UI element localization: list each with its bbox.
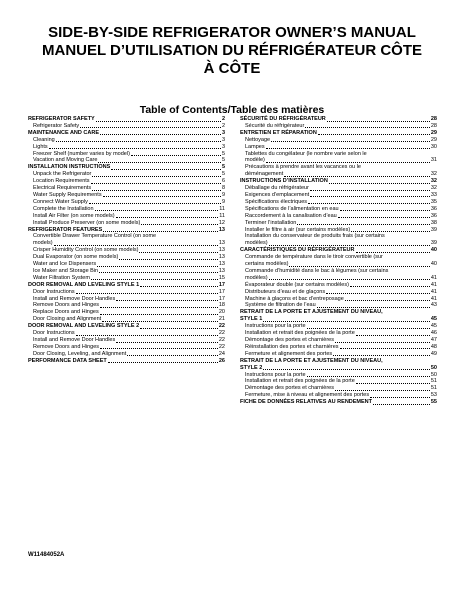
toc-entry[interactable] (240, 144, 437, 151)
toc-entry[interactable] (28, 254, 225, 261)
toc-section-entry[interactable] (240, 358, 437, 372)
toc-page-number: 9 (221, 198, 225, 205)
dot-leader (89, 203, 221, 204)
toc-section-entry[interactable] (28, 282, 225, 289)
toc-entry[interactable] (28, 268, 225, 275)
dot-leader (373, 404, 430, 405)
dot-leader (131, 155, 221, 156)
toc-entry[interactable] (28, 296, 225, 303)
toc-entry[interactable] (240, 372, 437, 379)
dot-leader (91, 183, 221, 184)
toc-page-number: 32 (430, 178, 437, 185)
toc-entry-label: PERFORMANCE DATA SHEET (28, 357, 107, 364)
toc-entry[interactable] (28, 151, 225, 158)
toc-entry-label: Exigences d’emplacement (245, 191, 310, 198)
toc-page-number: 31 (430, 157, 437, 164)
toc-entry[interactable] (240, 337, 437, 344)
toc-entry-label: MAINTENANCE AND CARE (28, 129, 99, 136)
toc-entry-label: REFRIGERATOR SAFETY (28, 116, 95, 122)
dot-leader (326, 293, 430, 294)
toc-section-entry[interactable] (240, 247, 437, 254)
dot-leader (100, 348, 218, 349)
toc-entry-label: Lights (33, 143, 48, 150)
toc-page-number: 8 (221, 185, 225, 192)
toc-page-number: 30 (430, 143, 437, 150)
toc-page-number: 17 (218, 295, 225, 302)
dot-leader (54, 245, 218, 246)
dot-leader (92, 176, 221, 177)
toc-page-number: 22 (218, 330, 225, 337)
dot-leader (76, 293, 218, 294)
dot-leader (338, 217, 430, 218)
dot-leader (95, 210, 219, 211)
toc-entry-label: ENTRETIEN ET RÉPARATION (240, 129, 317, 136)
toc-entry-label-continued: déménagement (245, 171, 284, 178)
toc-entry-label: Distributeurs d’eau et de glaçons (245, 288, 326, 295)
toc-page-number: 5 (221, 157, 225, 164)
toc-page-number: 13 (218, 226, 225, 233)
toc-entry[interactable] (240, 344, 437, 351)
dot-leader (289, 266, 429, 267)
toc-entry-label: CARACTÉRISTIQUES DU RÉFRIGÉRATEUR (240, 247, 355, 254)
toc-entry-label: Lampes (245, 143, 265, 150)
toc-entry-label: DOOR REMOVAL AND LEVELING STYLE 1 (28, 281, 140, 288)
dot-leader (111, 169, 221, 170)
dot-leader (91, 279, 218, 280)
toc-page-number: 29 (430, 129, 437, 136)
dot-leader (310, 196, 430, 197)
toc-entry-label: Remove Doors and Hinges (33, 343, 100, 350)
dot-leader (97, 266, 218, 267)
toc-page-number: 49 (430, 350, 437, 357)
toc-entry-label: Install Produce Preserver (on some models) (33, 219, 141, 226)
toc-page-number: 17 (218, 281, 225, 288)
dot-leader (318, 134, 430, 135)
toc-entry-label: Replace Doors and Hinges (33, 309, 99, 316)
toc-entry-label: Remove Doors and Hinges (33, 302, 100, 309)
toc-entry-label: INSTALLATION INSTRUCTIONS (28, 164, 111, 171)
dot-leader (140, 328, 218, 329)
toc-entry[interactable] (28, 233, 225, 247)
toc-page-number: 55 (430, 399, 437, 406)
toc-page-number: 13 (218, 240, 225, 247)
toc-entry-label: Door Closing, Leveling, and Alignment (33, 350, 127, 357)
dot-leader (350, 286, 430, 287)
toc-entry-label: Installer le filtre à air (sur certains modèles) (245, 226, 351, 233)
toc-entry-label-continued: modèles) (245, 240, 268, 247)
toc-column-english (28, 116, 225, 365)
dot-leader (263, 369, 430, 370)
toc-page-number: 28 (430, 116, 437, 122)
toc-page-number: 13 (218, 267, 225, 274)
toc-page-number: 36 (430, 205, 437, 212)
toc-entry[interactable] (28, 220, 225, 227)
dot-leader (56, 141, 221, 142)
document-code: W11484052A (28, 552, 65, 558)
dot-leader (340, 348, 430, 349)
toc-entry-label: Vacation and Moving Care (33, 157, 98, 164)
toc-page-number: 46 (430, 330, 437, 337)
toc-section-entry[interactable] (28, 323, 225, 330)
toc-entry-label: Complete the Installation (33, 205, 94, 212)
toc-page-number: 41 (430, 295, 437, 302)
toc-entry[interactable] (28, 213, 225, 220)
toc-entry-label: Dual Evaporator (on some models) (33, 254, 119, 261)
toc-entry-label: Water and Ice Dispensers (33, 261, 97, 268)
dot-leader (49, 148, 221, 149)
toc-entry-label: Spécifications de l’alimentation en eau (245, 205, 339, 212)
toc-entry-label: RETRAIT DE LA PORTE ET AJUSTEMENT DU NIVEAU, (240, 357, 383, 364)
toc-entry[interactable] (28, 316, 225, 323)
toc-entry[interactable] (28, 185, 225, 192)
toc-entry-label: Installation du conservateur de produits frais (sur certains (245, 233, 385, 240)
toc-page-number: 3 (221, 136, 225, 143)
toc-page-number: 12 (218, 219, 225, 226)
toc-section-entry[interactable] (28, 164, 225, 171)
dot-leader (99, 272, 218, 273)
toc-page-number: 29 (430, 136, 437, 143)
toc-entry-label: Freezer Shelf (number varies by model) (33, 150, 130, 157)
toc-entry[interactable] (28, 275, 225, 282)
toc-entry[interactable] (240, 213, 437, 220)
toc-entry-label: Déballage du réfrigérateur (245, 185, 309, 192)
toc-entry-label: Nettoyage (245, 136, 271, 143)
toc-entry[interactable] (240, 151, 437, 165)
toc-section-entry[interactable] (28, 116, 225, 123)
toc-page-number: 2 (221, 116, 225, 122)
toc-entry[interactable] (28, 309, 225, 316)
dot-leader (108, 362, 218, 363)
dot-leader (116, 300, 218, 301)
toc-page-number: 51 (430, 378, 437, 385)
toc-page-number: 48 (430, 343, 437, 350)
toc-entry-label: Door Instructions (33, 330, 75, 337)
dot-leader (351, 231, 430, 232)
toc-page-number: 41 (430, 274, 437, 281)
toc-page-number: 45 (430, 316, 437, 323)
toc-page-number: 28 (430, 122, 437, 129)
toc-entry-label: Door Instructions (33, 288, 75, 295)
dot-leader (333, 355, 430, 356)
toc-section-entry[interactable] (28, 227, 225, 234)
toc-page-number: 33 (430, 191, 437, 198)
toc-entry[interactable] (28, 137, 225, 144)
toc-entry-label: Cleaning (33, 136, 55, 143)
toc-page-number: 11 (219, 212, 225, 219)
toc-entry-label: Crisper Humidity Control (on some models) (33, 247, 139, 254)
toc-entry[interactable] (240, 227, 437, 234)
toc-section-entry[interactable] (28, 130, 225, 137)
toc-entry[interactable] (240, 302, 437, 309)
toc-page-number: 41 (430, 288, 437, 295)
toc-entry-label: Install and Remove Door Handles (33, 337, 116, 343)
toc-entry[interactable] (28, 178, 225, 185)
toc-page-number: 35 (430, 198, 437, 205)
dot-leader (356, 252, 430, 253)
toc-entry-label: Electrical Requirements (33, 185, 92, 192)
toc-entry-label: Commande d’humidité dans le bac à légumes (sur certains (245, 267, 389, 274)
toc-section-entry[interactable] (240, 116, 437, 123)
toc-entry-label: Installation et retrait des poignées de la porte (245, 378, 355, 385)
toc-entry[interactable] (28, 123, 225, 130)
toc-page-number: 39 (430, 226, 437, 233)
toc-entry[interactable] (240, 185, 437, 192)
dot-leader (127, 355, 218, 356)
toc-entry-label: FICHE DE DONNÉES RELATIVES AU RENDEMENT (240, 399, 373, 406)
toc-entry[interactable] (28, 261, 225, 268)
toc-entry[interactable] (28, 289, 225, 296)
dot-leader (139, 252, 217, 253)
toc-entry-label: Location Requirements (33, 178, 90, 185)
dot-leader (340, 210, 430, 211)
toc-entry-label-continued: STYLE 2 (240, 364, 263, 371)
toc-entry-label: RETRAIT DE LA PORTE ET AJUSTEMENT DU NIVEAU, (240, 309, 383, 316)
toc-page-number: 18 (218, 302, 225, 309)
dot-leader (269, 245, 430, 246)
toc-entry-label: Commande de température dans le tiroir convertible (sur (245, 254, 383, 261)
toc-entry[interactable] (28, 171, 225, 178)
toc-entry-label: Water Supply Requirements (33, 191, 102, 198)
dot-leader (271, 141, 430, 142)
toc-entry-label: Évaporateur double (sur certains modèles) (245, 281, 349, 288)
toc-page-number: 41 (430, 281, 437, 288)
toc-page-number: 51 (430, 385, 437, 392)
dot-leader (80, 127, 221, 128)
toc-page-number: 5 (221, 164, 225, 171)
toc-entry-label: Fermeture, mise à niveau et alignement des portes (245, 392, 370, 399)
toc-entry-label: Unpack the Refrigerator (33, 171, 92, 178)
toc-entry[interactable] (28, 337, 225, 344)
toc-entry[interactable] (240, 137, 437, 144)
toc-page-number: 40 (430, 261, 437, 268)
toc-page-number: 47 (430, 337, 437, 343)
toc-entry-label: Réinstallation des portes et charnières (245, 343, 339, 350)
toc-entry-label-continued: STYLE 1 (240, 316, 263, 323)
toc-entry-label: Installation et retrait des poignées de la porte (245, 330, 355, 337)
toc-page-number: 15 (218, 274, 225, 281)
toc-entry[interactable] (240, 385, 437, 392)
dot-leader (103, 231, 218, 232)
dot-leader (263, 321, 430, 322)
dot-leader (329, 183, 430, 184)
toc-entry[interactable] (240, 378, 437, 385)
toc-page-number: 21 (218, 316, 225, 323)
toc-entry[interactable] (28, 330, 225, 337)
dot-leader (100, 134, 221, 135)
toc-page-number: 40 (430, 247, 437, 254)
toc-entry-label: Instructions pour la porte (245, 371, 306, 378)
dot-leader (102, 321, 218, 322)
toc-entry-label: Tablettes du congélateur (le nombre varie selon le (245, 150, 367, 157)
dot-leader (119, 259, 218, 260)
toc-entry-label: INSTRUCTIONS D’INSTALLATION (240, 178, 328, 185)
toc-entry[interactable] (240, 268, 437, 282)
toc-entry-label: Refrigerator Safety (33, 122, 80, 129)
title-line-french: MANUEL D’UTILISATION DU RÉFRIGÉRATEUR CÔTE (42, 42, 422, 59)
toc-entry-label: Convertible Drawer Temperature Control (on some (33, 233, 157, 240)
dot-leader (116, 342, 218, 343)
toc-entry[interactable] (240, 233, 437, 247)
dot-leader (297, 224, 430, 225)
toc-page-number: 22 (218, 343, 225, 350)
dot-leader (141, 224, 218, 225)
dot-leader (269, 279, 430, 280)
dot-leader (266, 148, 430, 149)
toc-entry[interactable] (240, 164, 437, 178)
toc-page-number: 50 (430, 364, 437, 371)
dot-leader (140, 286, 218, 287)
toc-entry-label: Door Closing and Alignment (33, 316, 102, 323)
dot-leader (356, 383, 430, 384)
toc-page-number: 2 (221, 122, 225, 129)
title-line-french-continued: À CÔTE (203, 60, 261, 77)
toc-entry-label: Water Filtration System (33, 274, 90, 281)
toc-page-number: 3 (221, 143, 225, 150)
toc-entry-label: Machine à glaçons et bac d’entreposage (245, 295, 344, 302)
toc-page-number: 20 (218, 309, 225, 316)
dot-leader (327, 121, 430, 122)
toc-section-entry[interactable] (28, 358, 225, 365)
toc-page-number: 3 (221, 129, 225, 136)
dot-leader (370, 397, 430, 398)
manual-title (0, 24, 464, 78)
toc-entry[interactable] (240, 282, 437, 289)
dot-leader (307, 328, 430, 329)
toc-entry[interactable] (28, 302, 225, 309)
toc-entry[interactable] (240, 289, 437, 296)
toc-page-number: 9 (221, 191, 225, 198)
toc-page-number: 22 (218, 323, 225, 330)
toc-entry-label: Terminer l’installation (245, 219, 297, 226)
dot-leader (345, 300, 430, 301)
toc-page-number: 50 (430, 371, 437, 378)
toc-entry[interactable] (240, 199, 437, 206)
toc-section-entry[interactable] (240, 130, 437, 137)
toc-page-number: 32 (430, 171, 437, 178)
dot-leader (335, 390, 430, 391)
toc-page-number: 13 (218, 261, 225, 268)
toc-entry-label: Système de filtration de l’eau (245, 302, 316, 309)
toc-page-number: 17 (218, 288, 225, 295)
dot-leader (284, 176, 430, 177)
toc-page-number: 38 (430, 219, 437, 226)
dot-leader (266, 162, 430, 163)
toc-page-number: 32 (430, 185, 437, 192)
toc-entry-label-continued: models) (33, 240, 53, 247)
toc-entry-label: Fermeture et alignement des portes (245, 350, 333, 357)
dot-leader (307, 376, 430, 377)
dot-leader (100, 314, 218, 315)
toc-entry-label: Instructions pour la porte (245, 323, 306, 330)
toc-entry-label: REFRIGERATOR FEATURES (28, 226, 103, 233)
dot-leader (96, 121, 221, 122)
toc-page-number: 13 (218, 254, 225, 261)
toc-entry[interactable] (240, 220, 437, 227)
toc-entry-label: Démontage des portes et charnières (245, 337, 334, 343)
toc-entry[interactable] (28, 192, 225, 199)
toc-entry-label: SÉCURITÉ DU RÉFRIGÉRATEUR (240, 116, 326, 122)
toc-entry[interactable] (240, 351, 437, 358)
toc-entry[interactable] (240, 330, 437, 337)
toc-page-number: 5 (221, 150, 225, 157)
toc-heading: Table of Contents/Table des matières (139, 104, 325, 116)
toc-page-number: 22 (218, 337, 225, 343)
toc-section-entry[interactable] (240, 399, 437, 406)
dot-leader (100, 307, 218, 308)
toc-entry-label: Connect Water Supply (33, 198, 88, 205)
toc-entry[interactable] (240, 123, 437, 130)
toc-column-french (240, 116, 437, 406)
toc-entry[interactable] (28, 199, 225, 206)
dot-leader (305, 127, 430, 128)
toc-entry-label: Raccordement à la canalisation d’eau (245, 212, 337, 219)
toc-entry-label: Install and Remove Door Handles (33, 295, 116, 302)
toc-entry-label-continued: modèle) (245, 157, 265, 164)
toc-page-number: 5 (221, 171, 225, 178)
dot-leader (310, 190, 430, 191)
toc-entry-label-continued: certains modèles) (245, 261, 289, 268)
dot-leader (116, 217, 219, 218)
toc-page-number: 24 (218, 350, 225, 357)
toc-page-number: 11 (219, 205, 225, 212)
toc-entry-label: Install Air Filter (on some models) (33, 212, 115, 219)
toc-page-number: 39 (430, 240, 437, 247)
dot-leader (76, 335, 218, 336)
toc-entry[interactable] (28, 206, 225, 213)
toc-entry-label: Démontage des portes et charnières (245, 385, 334, 392)
toc-page-number: 43 (430, 302, 437, 309)
title-line-english: SIDE-BY-SIDE REFRIGERATOR OWNER’S MANUAL (48, 24, 416, 41)
toc-page-number: 13 (218, 247, 225, 254)
toc-entry-label: Ice Maker and Storage Bin (33, 267, 99, 274)
dot-leader (92, 190, 221, 191)
toc-page-number: 6 (221, 178, 225, 185)
toc-entry-label: DOOR REMOVAL AND LEVELING STYLE 2 (28, 323, 140, 330)
toc-entry[interactable] (240, 192, 437, 199)
dot-leader (308, 203, 430, 204)
toc-entry[interactable] (28, 351, 225, 358)
dot-leader (103, 196, 221, 197)
toc-page-number: 45 (430, 323, 437, 330)
toc-entry[interactable] (240, 296, 437, 303)
toc-entry[interactable] (28, 247, 225, 254)
toc-section-entry[interactable] (240, 309, 437, 323)
toc-entry-label-continued: modèles) (245, 274, 268, 281)
toc-entry[interactable] (240, 254, 437, 268)
dot-leader (356, 335, 430, 336)
toc-page-number: 53 (430, 392, 437, 399)
toc-entry[interactable] (28, 144, 225, 151)
dot-leader (335, 342, 430, 343)
toc-page-number: 36 (430, 212, 437, 219)
toc-section-entry[interactable] (240, 178, 437, 185)
toc-entry[interactable] (28, 344, 225, 351)
toc-entry-label: Sécurité du réfrigérateur (245, 122, 305, 129)
toc-entry[interactable] (28, 157, 225, 164)
toc-entry-label: Précautions à prendre avant les vacances ou le (245, 164, 361, 171)
dot-leader (317, 307, 430, 308)
toc-entry-label: Spécifications électriques (245, 198, 308, 205)
toc-entry[interactable] (240, 206, 437, 213)
dot-leader (98, 162, 221, 163)
toc-page-number: 26 (218, 357, 225, 364)
toc-entry[interactable] (240, 323, 437, 330)
